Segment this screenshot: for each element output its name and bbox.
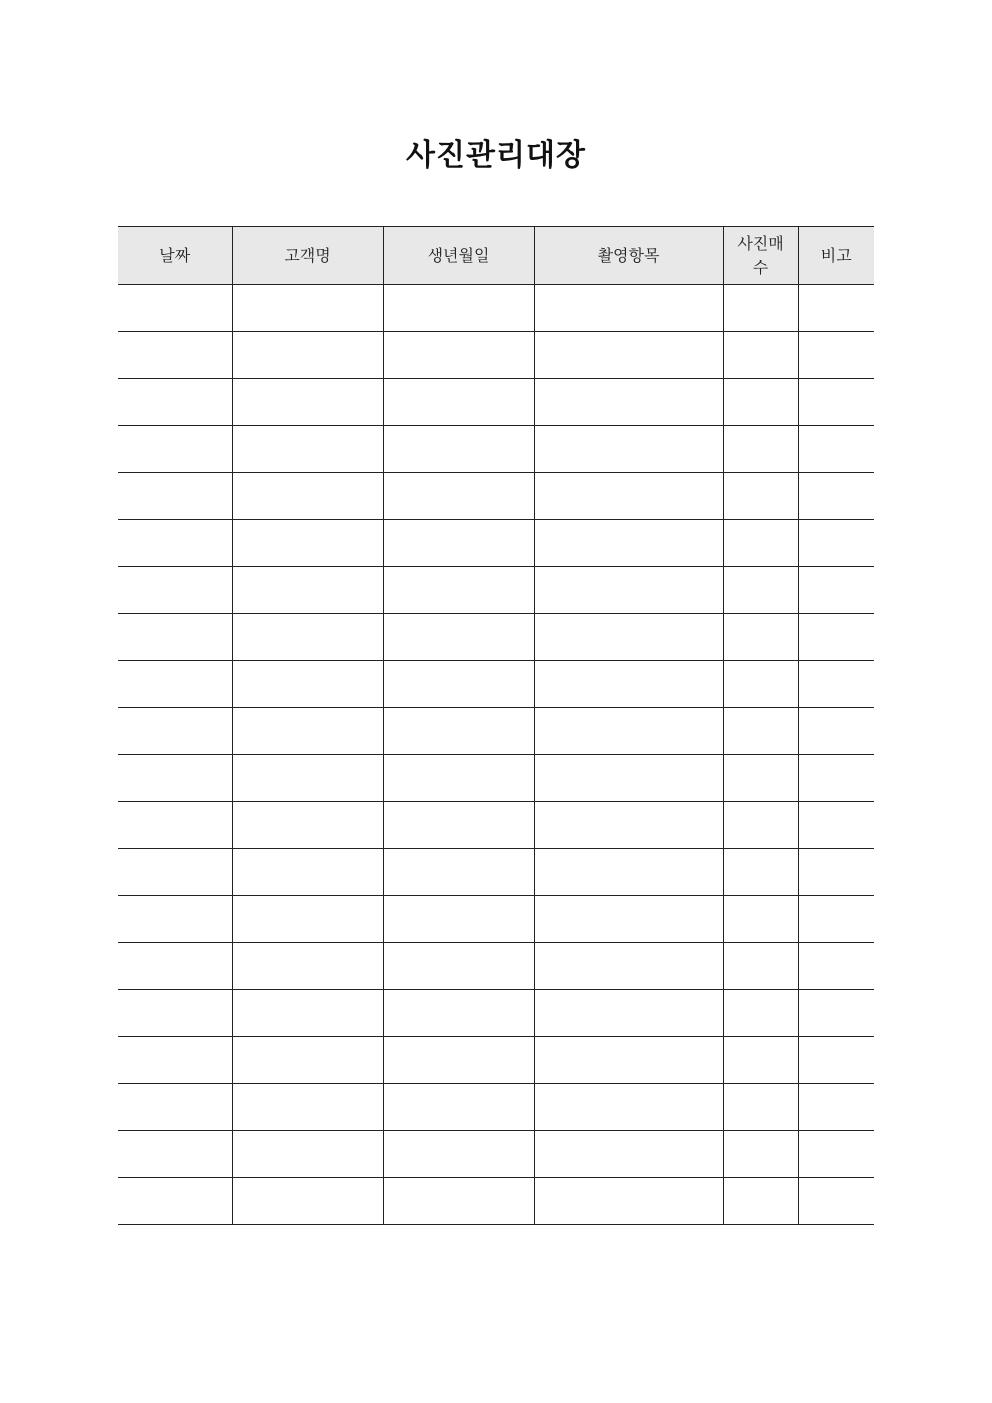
note-cell[interactable] — [798, 849, 874, 896]
birthdate-cell[interactable] — [383, 567, 534, 614]
table-row — [118, 1178, 874, 1225]
shooting-items-cell[interactable] — [534, 1131, 723, 1178]
shooting-items-cell[interactable] — [534, 520, 723, 567]
customer-name-cell[interactable] — [232, 661, 383, 708]
note-cell[interactable] — [798, 614, 874, 661]
photo-count-cell[interactable] — [723, 1037, 798, 1084]
table-row — [118, 990, 874, 1037]
photo-count-cell[interactable] — [723, 614, 798, 661]
customer-name-cell[interactable] — [232, 473, 383, 520]
note-cell[interactable] — [798, 473, 874, 520]
header-photo-count-line1: 사진매 — [737, 233, 784, 253]
date-cell[interactable] — [118, 990, 232, 1037]
table-row — [118, 520, 874, 567]
birthdate-cell[interactable] — [383, 1131, 534, 1178]
date-cell[interactable] — [118, 614, 232, 661]
birthdate-cell[interactable] — [383, 520, 534, 567]
customer-name-cell[interactable] — [232, 285, 383, 332]
birthdate-cell[interactable] — [383, 426, 534, 473]
table-row — [118, 943, 874, 990]
shooting-items-cell[interactable] — [534, 473, 723, 520]
shooting-items-cell[interactable] — [534, 802, 723, 849]
note-cell[interactable] — [798, 567, 874, 614]
birthdate-cell[interactable] — [383, 1084, 534, 1131]
date-cell[interactable] — [118, 661, 232, 708]
table-row — [118, 1037, 874, 1084]
header-photo-count — [723, 227, 798, 285]
date-cell[interactable] — [118, 1084, 232, 1131]
note-cell[interactable] — [798, 285, 874, 332]
photo-count-cell[interactable] — [723, 661, 798, 708]
table-row — [118, 755, 874, 802]
shooting-items-cell[interactable] — [534, 379, 723, 426]
shooting-items-cell[interactable] — [534, 614, 723, 661]
date-cell[interactable] — [118, 1131, 232, 1178]
date-cell[interactable] — [118, 520, 232, 567]
customer-name-cell[interactable] — [232, 1084, 383, 1131]
photo-count-cell[interactable] — [723, 285, 798, 332]
date-cell[interactable] — [118, 896, 232, 943]
ledger-body — [118, 285, 874, 1225]
note-cell[interactable] — [798, 1037, 874, 1084]
customer-name-cell[interactable] — [232, 755, 383, 802]
shooting-items-cell[interactable] — [534, 285, 723, 332]
table-row — [118, 473, 874, 520]
customer-name-cell[interactable] — [232, 379, 383, 426]
shooting-items-cell[interactable] — [534, 1037, 723, 1084]
birthdate-cell[interactable] — [383, 802, 534, 849]
birthdate-cell[interactable] — [383, 332, 534, 379]
customer-name-cell[interactable] — [232, 802, 383, 849]
customer-name-cell[interactable] — [232, 332, 383, 379]
note-cell[interactable] — [798, 379, 874, 426]
note-cell[interactable] — [798, 520, 874, 567]
shooting-items-cell[interactable] — [534, 661, 723, 708]
date-cell[interactable] — [118, 755, 232, 802]
customer-name-cell[interactable] — [232, 849, 383, 896]
header-date: 날짜 — [118, 227, 232, 285]
table-row — [118, 426, 874, 473]
date-cell[interactable] — [118, 849, 232, 896]
shooting-items-cell[interactable] — [534, 708, 723, 755]
customer-name-cell[interactable] — [232, 426, 383, 473]
customer-name-cell[interactable] — [232, 990, 383, 1037]
customer-name-cell[interactable] — [232, 567, 383, 614]
header-photo-count-line2: 수 — [752, 257, 769, 277]
note-cell[interactable] — [798, 426, 874, 473]
shooting-items-cell[interactable] — [534, 1084, 723, 1131]
birthdate-cell[interactable] — [383, 849, 534, 896]
date-cell[interactable] — [118, 285, 232, 332]
note-cell[interactable] — [798, 755, 874, 802]
photo-count-cell[interactable] — [723, 755, 798, 802]
header-row — [118, 227, 874, 285]
header-birthdate: 생년월일 — [383, 227, 534, 285]
photo-count-cell[interactable] — [723, 379, 798, 426]
table-row — [118, 849, 874, 896]
photo-count-cell[interactable] — [723, 849, 798, 896]
note-cell[interactable] — [798, 943, 874, 990]
note-cell[interactable] — [798, 1084, 874, 1131]
date-cell[interactable] — [118, 379, 232, 426]
shooting-items-cell[interactable] — [534, 332, 723, 379]
page-title: 사진관리대장 — [406, 138, 586, 173]
photo-count-cell[interactable] — [723, 1178, 798, 1225]
table-row — [118, 1131, 874, 1178]
birthdate-cell[interactable] — [383, 473, 534, 520]
note-cell[interactable] — [798, 1131, 874, 1178]
shooting-items-cell[interactable] — [534, 567, 723, 614]
table-row — [118, 708, 874, 755]
note-cell[interactable] — [798, 332, 874, 379]
header-customer-name: 고객명 — [232, 227, 383, 285]
note-cell[interactable] — [798, 990, 874, 1037]
birthdate-cell[interactable] — [383, 755, 534, 802]
table-row — [118, 802, 874, 849]
customer-name-cell[interactable] — [232, 520, 383, 567]
shooting-items-cell[interactable] — [534, 896, 723, 943]
customer-name-cell[interactable] — [232, 708, 383, 755]
customer-name-cell[interactable] — [232, 614, 383, 661]
table-row — [118, 614, 874, 661]
photo-count-cell[interactable] — [723, 1131, 798, 1178]
birthdate-cell[interactable] — [383, 708, 534, 755]
photo-count-cell[interactable] — [723, 520, 798, 567]
photo-count-cell[interactable] — [723, 708, 798, 755]
date-cell[interactable] — [118, 567, 232, 614]
photo-count-cell[interactable] — [723, 896, 798, 943]
customer-name-cell[interactable] — [232, 943, 383, 990]
date-cell[interactable] — [118, 473, 232, 520]
date-cell[interactable] — [118, 1178, 232, 1225]
note-cell[interactable] — [798, 708, 874, 755]
note-cell[interactable] — [798, 896, 874, 943]
date-cell[interactable] — [118, 332, 232, 379]
customer-name-cell[interactable] — [232, 1037, 383, 1084]
header-shooting-items: 촬영항목 — [534, 227, 723, 285]
shooting-items-cell[interactable] — [534, 426, 723, 473]
photo-count-cell[interactable] — [723, 943, 798, 990]
note-cell[interactable] — [798, 661, 874, 708]
date-cell[interactable] — [118, 802, 232, 849]
table-row — [118, 567, 874, 614]
note-cell[interactable] — [798, 802, 874, 849]
birthdate-cell[interactable] — [383, 661, 534, 708]
photo-count-cell[interactable] — [723, 332, 798, 379]
birthdate-cell[interactable] — [383, 614, 534, 661]
customer-name-cell[interactable] — [232, 896, 383, 943]
photo-count-cell[interactable] — [723, 473, 798, 520]
shooting-items-cell[interactable] — [534, 1178, 723, 1225]
date-cell[interactable] — [118, 943, 232, 990]
birthdate-cell[interactable] — [383, 1178, 534, 1225]
customer-name-cell[interactable] — [232, 1131, 383, 1178]
birthdate-cell[interactable] — [383, 1037, 534, 1084]
shooting-items-cell[interactable] — [534, 943, 723, 990]
shooting-items-cell[interactable] — [534, 990, 723, 1037]
birthdate-cell[interactable] — [383, 285, 534, 332]
birthdate-cell[interactable] — [383, 379, 534, 426]
birthdate-cell[interactable] — [383, 990, 534, 1037]
date-cell[interactable] — [118, 708, 232, 755]
photo-count-cell[interactable] — [723, 802, 798, 849]
date-cell[interactable] — [118, 1037, 232, 1084]
date-cell[interactable] — [118, 426, 232, 473]
shooting-items-cell[interactable] — [534, 755, 723, 802]
photo-count-cell[interactable] — [723, 567, 798, 614]
header-note: 비고 — [798, 227, 874, 285]
table-row — [118, 896, 874, 943]
customer-name-cell[interactable] — [232, 1178, 383, 1225]
birthdate-cell[interactable] — [383, 896, 534, 943]
table-row — [118, 379, 874, 426]
photo-count-cell[interactable] — [723, 426, 798, 473]
shooting-items-cell[interactable] — [534, 849, 723, 896]
table-row — [118, 285, 874, 332]
table-row — [118, 332, 874, 379]
photo-count-cell[interactable] — [723, 1084, 798, 1131]
photo-ledger-table — [118, 226, 874, 1225]
photo-count-cell[interactable] — [723, 990, 798, 1037]
table-row — [118, 661, 874, 708]
table-row — [118, 1084, 874, 1131]
birthdate-cell[interactable] — [383, 943, 534, 990]
note-cell[interactable] — [798, 1178, 874, 1225]
